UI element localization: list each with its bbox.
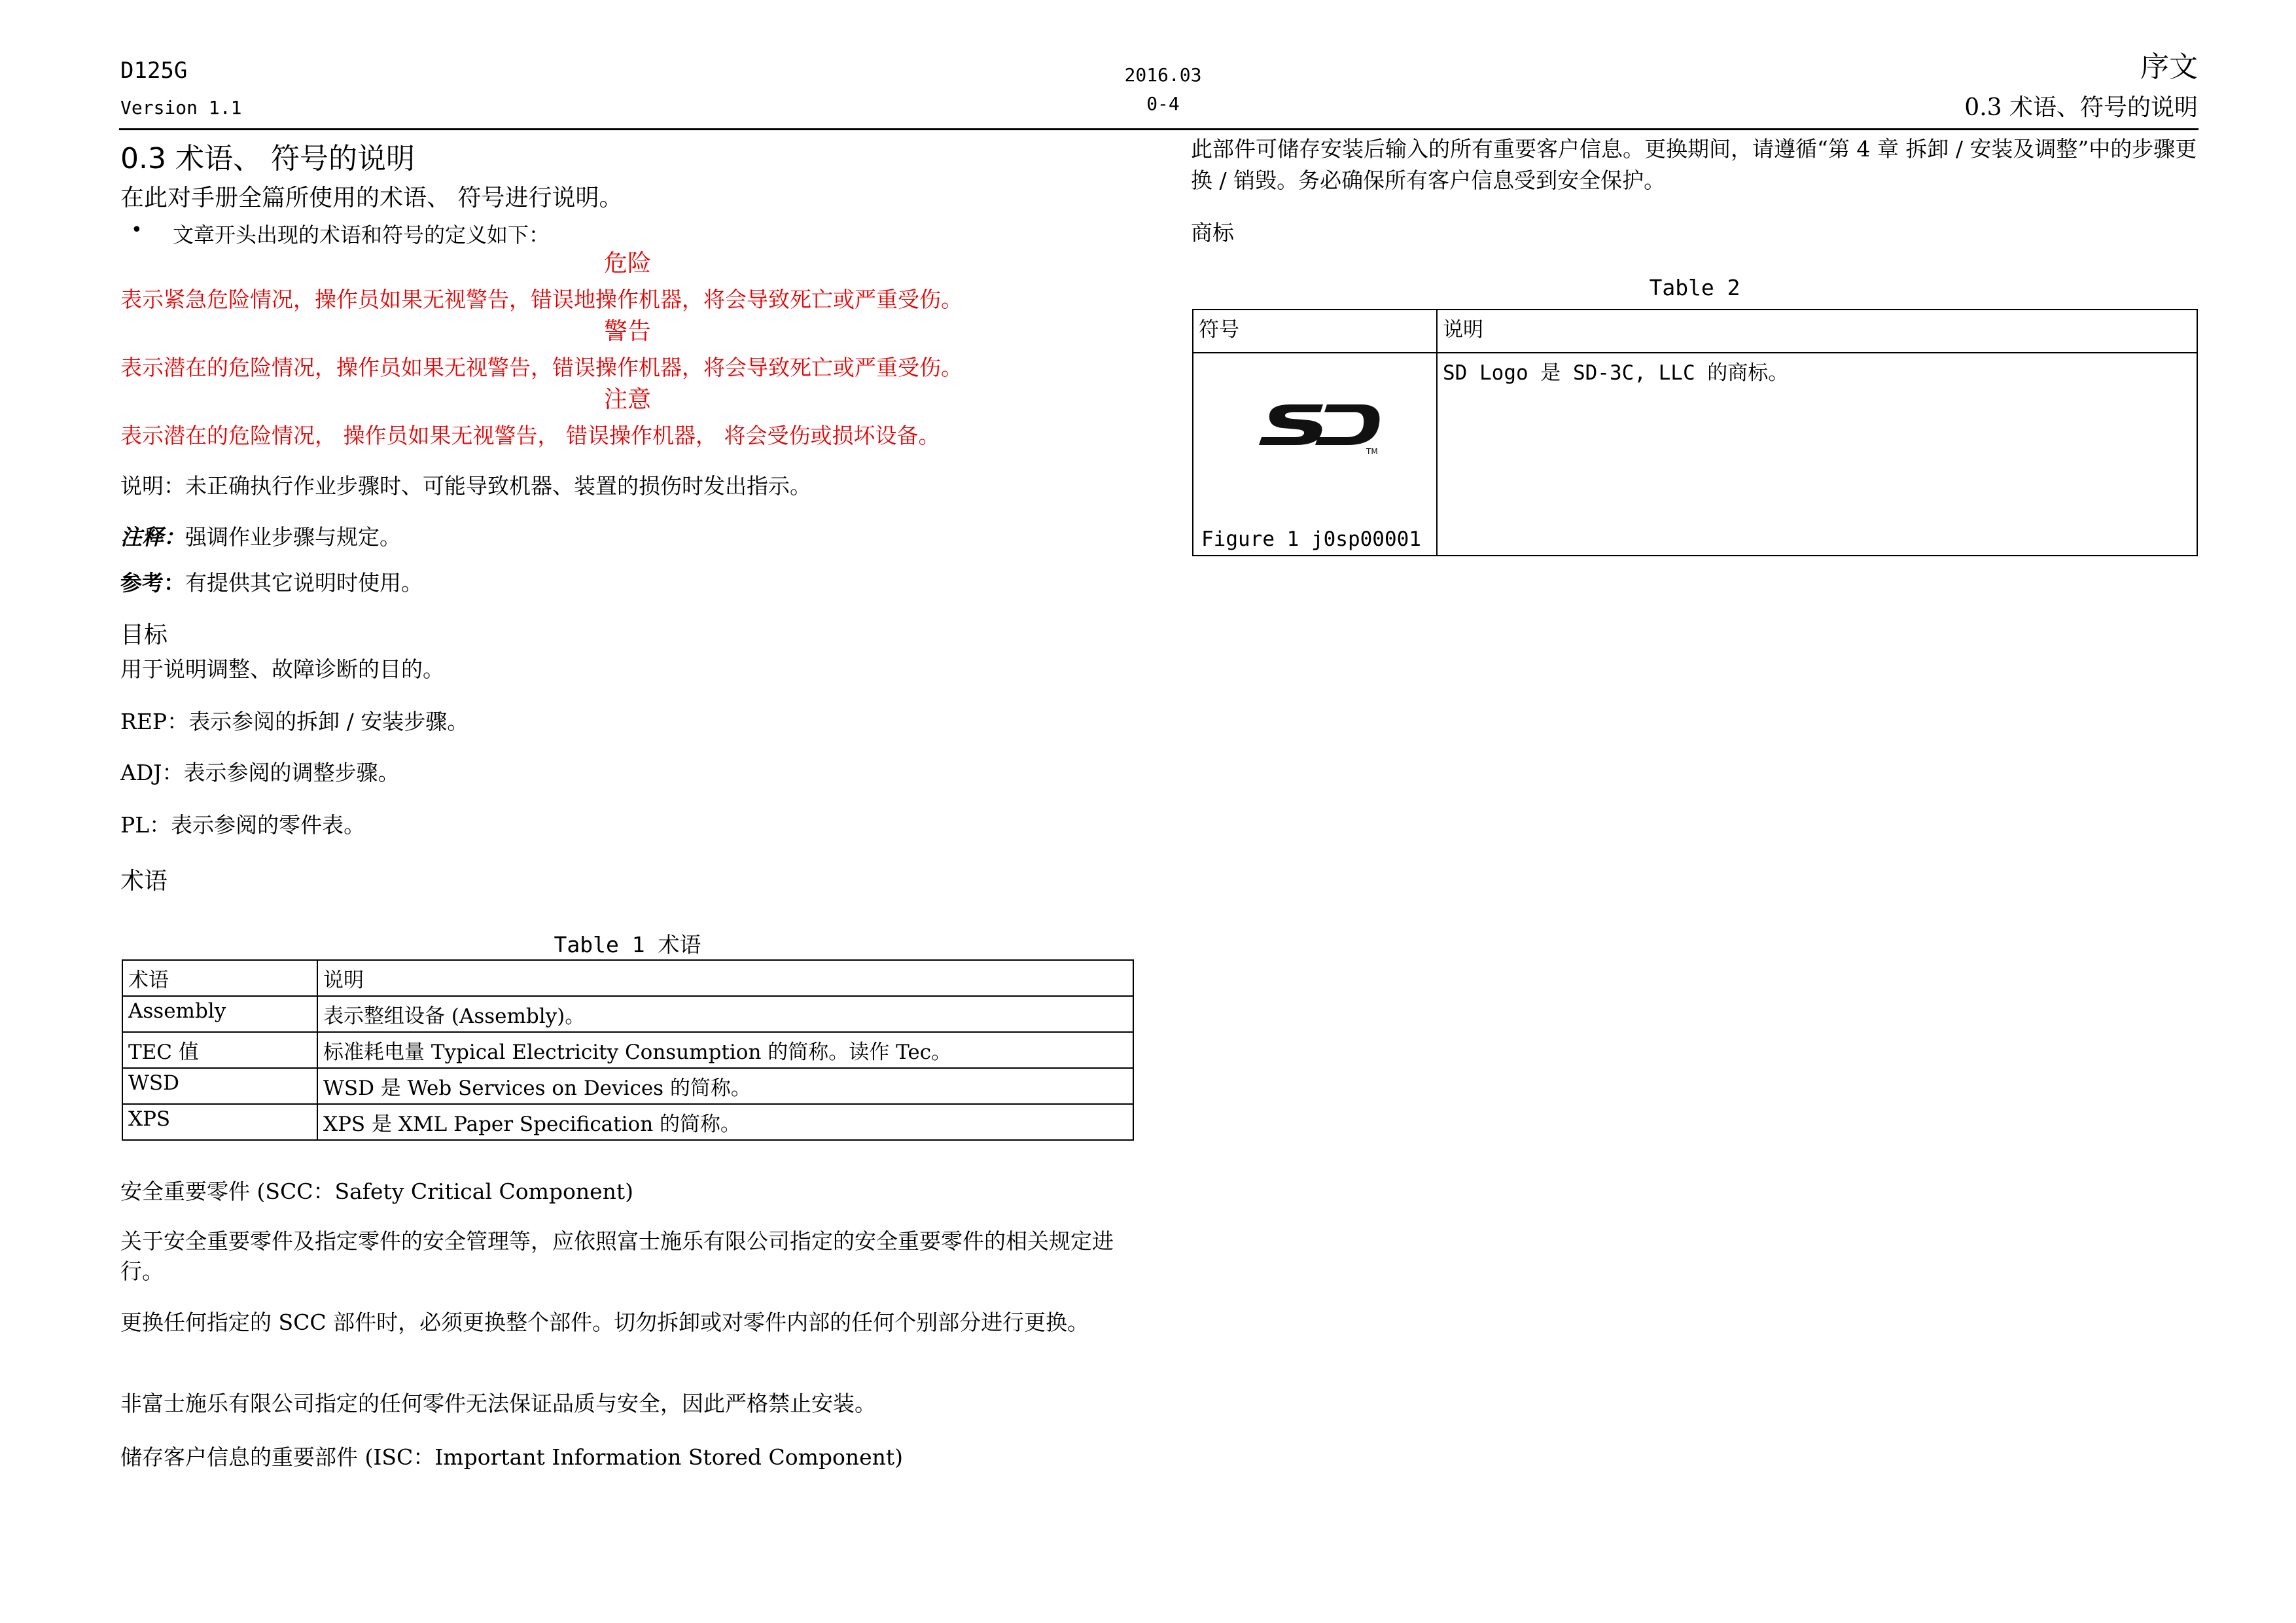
bullet-icon: • [131,219,143,241]
remark-text: 强调作业步骤与规定。 [185,524,401,550]
isc-heading: 储存客户信息的重要部件 (ISC：Important Information Stored Component) [120,1444,904,1470]
bullet-text: 文章开头出现的术语和符号的定义如下： [173,223,550,247]
purpose-heading: 目标 [120,622,168,649]
pl-line: PL：表示参阅的零件表。 [120,812,366,838]
document-date: 2016.03 [1124,64,1202,86]
reference-label: 参考： [120,570,185,596]
document-version: Version 1.1 [120,97,242,118]
table-header-row [1193,310,2197,353]
document-model: D125G [120,58,188,84]
table2-caption: Table 2 [1649,275,1740,300]
terms-table [122,959,1134,1141]
table-header-row [122,960,1133,996]
table-header-cell: 说明 [317,960,1133,996]
table-cell: XPS [122,1104,317,1140]
figure-caption: Figure 1 j0sp00001 [1201,527,1421,551]
header-divider [119,128,2199,130]
logo-cell [1193,353,1437,556]
table-cell: WSD [122,1068,317,1104]
table-row [122,1104,1133,1140]
section-title: 0.3 术语、 符号的说明 [120,142,415,175]
scc-paragraph-1: 关于安全重要零件及指定零件的安全管理等，应依照富士施乐有限公司指定的安全重要零件的相关规定进行。 [120,1228,1114,1284]
table-cell: Assembly [122,996,317,1032]
table-cell: 标准耗电量 Typical Electricity Consumption 的简称。读作 Tec。 [317,1032,1133,1068]
table1-caption: Table 1 术语 [554,932,701,957]
section-intro: 在此对手册全篇所使用的术语、 符号进行说明。 [120,185,623,211]
table-cell: 表示整组设备 (Assembly)。 [317,996,1133,1032]
table-cell: XPS 是 XML Paper Specification 的简称。 [317,1104,1133,1140]
table-header-cell: 符号 [1193,310,1437,353]
caution-title: 注意 [603,386,651,413]
table-header-cell: 说明 [1437,310,2197,353]
section-header: 0.3 术语、符号的说明 [1964,94,2198,121]
sd-logo-icon [1245,386,1388,465]
warning-description: 表示潜在的危险情况，操作员如果无视警告，错误操作机器，将会导致死亡或严重受伤。 [120,355,963,380]
scc-paragraph-3: 非富士施乐有限公司指定的任何零件无法保证品质与安全，因此严格禁止安装。 [120,1391,876,1416]
scc-heading: 安全重要零件 (SCC：Safety Critical Component) [120,1179,634,1204]
adj-line: ADJ：表示参阅的调整步骤。 [120,760,400,785]
table-cell: TEC 值 [122,1032,317,1068]
reference-line [120,568,423,598]
rep-line: REP：表示参阅的拆卸 / 安装步骤。 [120,709,469,734]
table-cell: SD Logo 是 SD-3C, LLC 的商标。 [1437,353,2197,556]
scc-paragraph-2: 更换任何指定的 SCC 部件时，必须更换整个部件。切勿拆卸或对零件内部的任何个别部分进行更换。 [120,1310,1089,1335]
trademark-table [1192,309,2198,556]
purpose-text: 用于说明调整、故障诊断的目的。 [120,656,444,682]
note-line: 说明：未正确执行作业步骤时、可能导致机器、装置的损伤时发出指示。 [120,473,811,499]
sd-logo-tm: TM [1366,447,1378,456]
caution-description: 表示潜在的危险情况， 操作员如果无视警告， 错误操作机器， 将会受伤或损坏设备。 [120,423,940,448]
table-header-cell: 术语 [122,960,317,996]
danger-description: 表示紧急危险情况，操作员如果无视警告，错误地操作机器，将会导致死亡或严重受伤。 [120,287,963,312]
table-cell: WSD 是 Web Services on Devices 的简称。 [317,1068,1133,1104]
page-number: 0-4 [1146,93,1180,115]
table-row [122,1032,1133,1068]
table-row [1193,353,2197,556]
trademark-heading: 商标 [1191,220,1234,245]
chapter-title: 序文 [2140,50,2198,84]
isc-paragraph: 此部件可储存安装后输入的所有重要客户信息。更换期间，请遵循“第 4 章 拆卸 / 安装及调整”中的步骤更换 / 销毁。务必确保所有客户信息受到安全保护。 [1191,136,2197,193]
remark-line [120,522,401,552]
warning-title: 警告 [603,318,651,345]
reference-text: 有提供其它说明时使用。 [185,570,423,596]
remark-label: 注释： [120,524,185,550]
table-row [122,996,1133,1032]
danger-title: 危险 [603,250,651,277]
table-row [122,1068,1133,1104]
terms-heading: 术语 [120,868,168,895]
